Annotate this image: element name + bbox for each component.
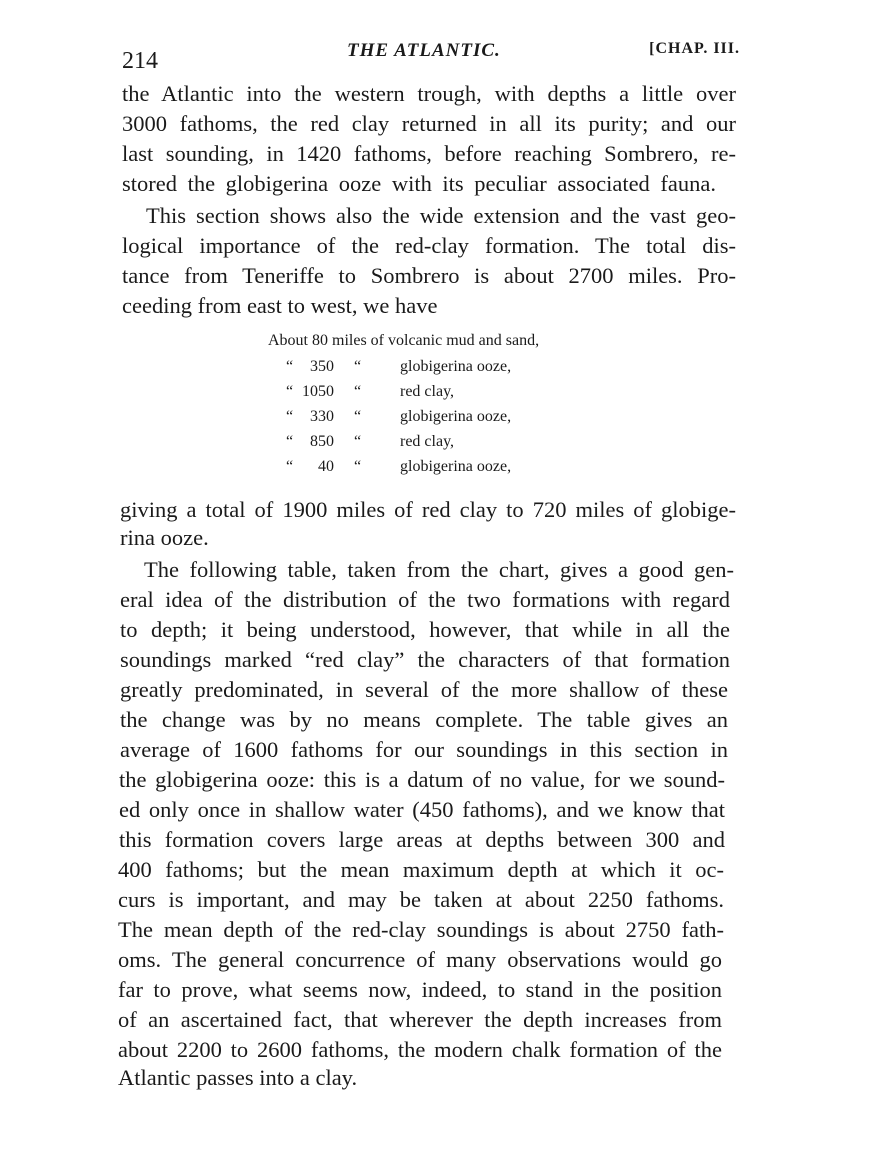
text-line: the change was by no means complete. The table gives an (120, 707, 728, 732)
distance-kind: globigerina ooze, (400, 458, 512, 475)
ditto-mark: “ (286, 458, 294, 475)
text-line: the globigerina ooze: this is a datum of no value, for we sound- (119, 767, 725, 792)
text-line: far to prove, what seems now, indeed, to stand in the position (118, 977, 722, 1002)
distance-miles: 40 (318, 458, 334, 475)
distance-row (268, 433, 588, 455)
text-line: ceeding from east to west, we have (122, 293, 438, 318)
text-line: rina ooze. (120, 525, 209, 550)
distance-row (268, 458, 588, 480)
text-line: last sounding, in 1420 fathoms, before reaching Sombrero, re- (122, 141, 736, 166)
page-header (122, 40, 740, 74)
distance-miles: 850 (310, 433, 334, 450)
text-line: average of 1600 fathoms for our soundings in this section in (120, 737, 728, 762)
text-line: eral idea of the distribution of the two formations with regard (120, 587, 730, 612)
text-line: The mean depth of the red-clay soundings is about 2750 fath- (118, 917, 724, 942)
chapter-label: [CHAP. III. (649, 40, 740, 57)
ditto-mark: “ (354, 433, 362, 450)
text-line: The following table, taken from the chart, gives a good gen- (144, 557, 734, 582)
ditto-mark: “ (286, 408, 294, 425)
text-line: to depth; it being understood, however, that while in all the (120, 617, 730, 642)
text-line: curs is important, and may be taken at about 2250 fathoms. (118, 887, 724, 912)
text-line: greatly predominated, in several of the more shallow of these (120, 677, 728, 702)
text-line: logical importance of the red-clay formation. The total dis- (122, 233, 736, 258)
text-line: giving a total of 1900 miles of red clay to 720 miles of globige- (120, 497, 736, 522)
text-line: tance from Teneriffe to Sombrero is about 2700 miles. Pro- (122, 263, 736, 288)
text-line: about 2200 to 2600 fathoms, the modern chalk formation of the (118, 1037, 722, 1062)
distance-kind: globigerina ooze, (400, 408, 512, 425)
distance-list-header: About 80 miles of volcanic mud and sand, (268, 332, 540, 349)
distance-row (268, 358, 588, 380)
distance-kind: globigerina ooze, (400, 358, 512, 375)
ditto-mark: “ (354, 408, 362, 425)
text-line: the Atlantic into the western trough, with depths a little over (122, 81, 736, 106)
ditto-mark: “ (286, 358, 294, 375)
text-line: oms. The general concurrence of many observations would go (118, 947, 722, 972)
ditto-mark: “ (354, 383, 362, 400)
text-line: This section shows also the wide extension and the vast geo- (146, 203, 736, 228)
distance-kind: red clay, (400, 433, 455, 450)
running-title: THE ATLANTIC. (347, 40, 501, 61)
distance-kind: red clay, (400, 383, 455, 400)
text-line: this formation covers large areas at depths between 300 and (119, 827, 725, 852)
ditto-mark: “ (354, 458, 362, 475)
ditto-mark: “ (354, 358, 362, 375)
distance-row (268, 408, 588, 430)
ditto-mark: “ (286, 383, 294, 400)
page-number: 214 (122, 48, 158, 74)
distance-row (268, 383, 588, 405)
distance-miles: 350 (310, 358, 334, 375)
text-line: ed only once in shallow water (450 fathoms), and we know that (119, 797, 725, 822)
distance-miles: 1050 (302, 383, 334, 400)
distance-miles: 330 (310, 408, 334, 425)
text-line: 3000 fathoms, the red clay returned in all its purity; and our (122, 111, 736, 136)
text-line: 400 fathoms; but the mean maximum depth at which it oc- (118, 857, 724, 882)
text-line: stored the globigerina ooze with its peculiar associated fauna. (122, 171, 716, 196)
text-line: of an ascertained fact, that wherever the depth increases from (118, 1007, 722, 1032)
text-line: Atlantic passes into a clay. (118, 1065, 358, 1090)
ditto-mark: “ (286, 433, 294, 450)
text-line: soundings marked “red clay” the characters of that formation (120, 647, 730, 672)
